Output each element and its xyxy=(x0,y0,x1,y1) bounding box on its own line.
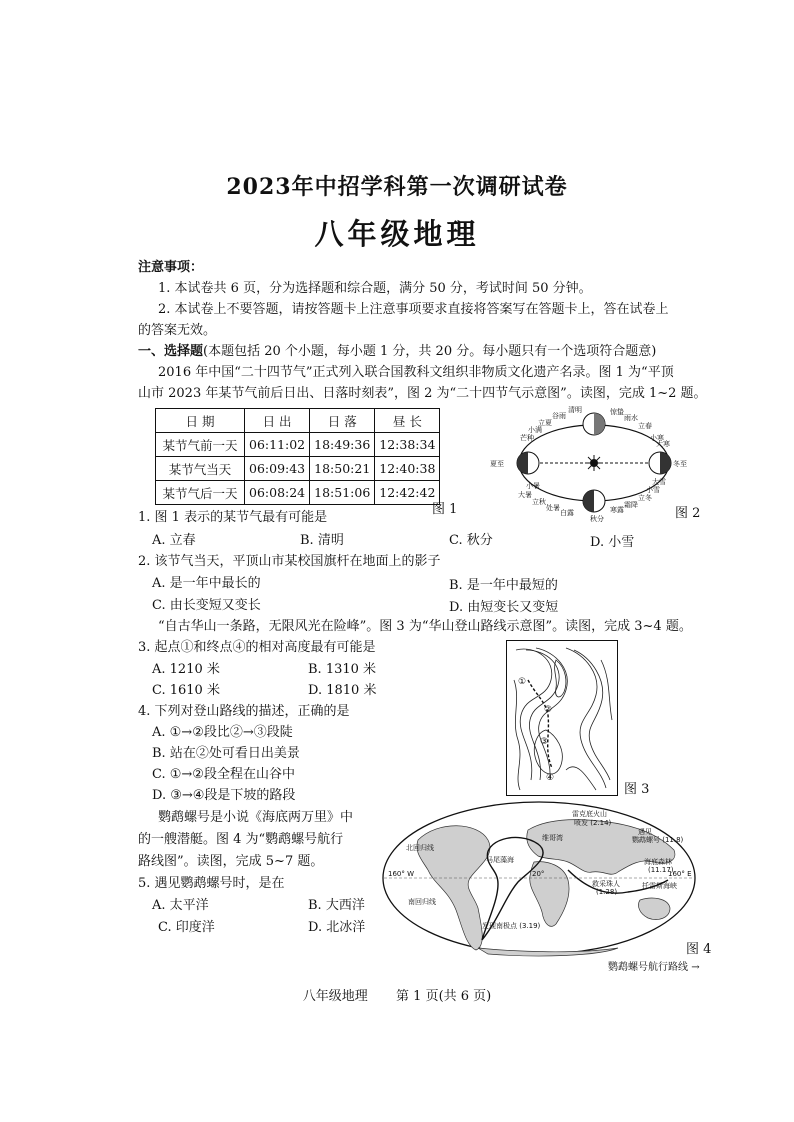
q5-option-d[interactable]: D. 北冰洋 xyxy=(308,920,366,935)
q2-option-c[interactable]: C. 由长变短又变长 xyxy=(152,598,261,613)
map-label-meet: 遇见 xyxy=(638,828,652,836)
section-title: 一、选择题 xyxy=(138,344,204,359)
question-3-stem: 3. 起点①和终点④的相对高度最有可能是 xyxy=(138,640,376,655)
table-header-row xyxy=(156,409,440,433)
fig2-term: 处暑 xyxy=(546,504,560,512)
route-point-2: ② xyxy=(544,705,553,715)
fig2-term: 立秋 xyxy=(532,498,546,506)
fig2-term: 白露 xyxy=(560,509,574,517)
map-label-meet2: 鹦鹉螺号 (11.8) xyxy=(632,836,684,844)
footer-page-number: 第 1 页(共 6 页) xyxy=(396,989,492,1004)
table-row xyxy=(156,433,440,457)
fig2-term: 雨水 xyxy=(624,414,638,422)
figure-3-caption: 图 3 xyxy=(624,782,650,797)
table-header: 昼 长 xyxy=(375,409,440,433)
question-2-stem: 2. 该节气当天，平顶山市某校国旗杆在地面上的影子 xyxy=(138,554,441,569)
route-point-3: ③ xyxy=(540,737,549,747)
map-label-lat: 20° xyxy=(532,870,545,878)
map-label-lon-east: 160° E xyxy=(668,870,692,878)
fig2-term: 寒露 xyxy=(610,506,624,514)
sun-icon xyxy=(586,455,602,471)
route-point-4: ④ xyxy=(546,773,555,783)
table-cell: 12:42:42 xyxy=(375,481,440,505)
fig2-term: 小寒 xyxy=(650,434,664,442)
map-label-rescue-date: (1.28) xyxy=(596,888,618,896)
table-cell: 某节气前一天 xyxy=(156,433,245,457)
q2-option-b[interactable]: B. 是一年中最短的 xyxy=(449,578,558,593)
map-label-forest-date: (11.17) xyxy=(648,866,674,874)
intro-q1-2-line1: 2016 年中国“二十四节气”正式列入联合国教科文组织非物质文化遗产名录。图 1 为“平顶 xyxy=(158,365,674,380)
q1-option-d[interactable]: D. 小雪 xyxy=(590,535,635,550)
q4-option-b[interactable]: B. 站在②处可看日出美景 xyxy=(152,746,300,761)
q5-option-c[interactable]: C. 印度洋 xyxy=(158,920,215,935)
map-label-eruption: 喷发 (2.14) xyxy=(574,819,612,827)
question-4-stem: 4. 下列对登山路线的描述，正确的是 xyxy=(138,704,350,719)
map-label-volcano: 雷克底火山 xyxy=(572,810,607,818)
table-cell: 某节气后一天 xyxy=(156,481,245,505)
q1-option-c[interactable]: C. 秋分 xyxy=(449,533,493,548)
table-cell: 18:50:21 xyxy=(310,457,375,481)
fig2-term: 芒种 xyxy=(520,434,534,442)
q5-option-b[interactable]: B. 大西洋 xyxy=(308,898,365,913)
q3-option-c[interactable]: C. 1610 米 xyxy=(152,683,220,698)
arrow-right-icon: → xyxy=(691,962,700,973)
q4-option-a[interactable]: A. ①→②段比②→③段陡 xyxy=(152,725,293,740)
q3-option-a[interactable]: A. 1210 米 xyxy=(152,662,220,677)
route-legend xyxy=(608,958,700,973)
map-label-lon-west: 160° W xyxy=(388,870,415,878)
intro-q5-7-line3: 路线图”。读图，完成 5~7 题。 xyxy=(138,854,324,869)
fig2-term: 惊蛰 xyxy=(610,408,624,416)
fig2-label: 夏至 xyxy=(490,460,504,468)
figure-4-caption: 图 4 xyxy=(686,942,712,957)
table-cell: 18:49:36 xyxy=(310,433,375,457)
intro-q1-2-line2: 山市 2023 年某节气前后日出、日落时刻表”，图 2 为“二十四节气示意图”。读图，完成 1~2 题。 xyxy=(138,386,707,401)
table-row xyxy=(156,481,440,505)
fig2-label: 冬至 xyxy=(673,460,687,468)
q1-option-a[interactable]: A. 立春 xyxy=(152,533,196,548)
question-5-stem: 5. 遇见鹦鹉螺号时，是在 xyxy=(138,876,285,891)
question-1-stem: 1. 图 1 表示的某节气最有可能是 xyxy=(138,510,328,525)
table-cell: 12:40:38 xyxy=(375,457,440,481)
q2-option-d[interactable]: D. 由短变长又变短 xyxy=(449,600,559,615)
q4-option-d[interactable]: D. ③→④段是下坡的路段 xyxy=(152,788,296,803)
q1-option-b[interactable]: B. 清明 xyxy=(300,533,344,548)
fig2-term: 大雪 xyxy=(652,478,666,486)
fig2-term: 大暑 xyxy=(518,491,532,499)
table-header: 日 落 xyxy=(310,409,375,433)
page-footer xyxy=(0,985,794,1004)
fig2-term: 立春 xyxy=(638,422,652,430)
table-row xyxy=(156,457,440,481)
q3-option-b[interactable]: B. 1310 米 xyxy=(308,662,377,677)
map-label-rescue: 救采珠人 xyxy=(592,880,620,888)
intro-q3-4: “自古华山一条路，无限风光在险峰”。图 3 为“华山登山路线示意图”。读图，完成 3~4 题。 xyxy=(158,619,692,634)
hiking-route-contour-map xyxy=(506,640,618,796)
section-desc: (本题包括 20 个小题，每小题 1 分，共 20 分。每小题只有一个选项符合题意) xyxy=(203,344,657,359)
fig2-term: 小雪 xyxy=(646,486,660,494)
notice-item-2-cont: 的答案无效。 xyxy=(138,323,217,338)
solar-terms-diagram xyxy=(490,400,690,522)
fig2-term: 清明 xyxy=(568,406,582,414)
notice-item-1: 1. 本试卷共 6 页，分为选择题和综合题，满分 50 分，考试时间 50 分钟。 xyxy=(158,281,592,296)
q5-option-a[interactable]: A. 太平洋 xyxy=(152,898,209,913)
q2-option-a[interactable]: A. 是一年中最长的 xyxy=(152,576,261,591)
map-label-sargasso: 马尾藻海 xyxy=(486,856,514,864)
figure-2-caption: 图 2 xyxy=(675,506,701,521)
nautilus-route-map xyxy=(378,800,700,968)
map-label-south: 发现南极点 (3.19) xyxy=(482,922,541,930)
intro-q5-7-line2: 的一艘潜艇。图 4 为“鹦鹉螺号航行 xyxy=(138,832,344,847)
exam-title: 2023年中招学科第一次调研试卷 xyxy=(226,174,568,200)
notice-heading: 注意事项： xyxy=(138,260,204,275)
route-point-1: ① xyxy=(518,677,527,687)
map-label-south-tropic: 南回归线 xyxy=(408,898,436,906)
table-cell: 某节气当天 xyxy=(156,457,245,481)
sunrise-sunset-table xyxy=(155,408,440,505)
section-heading xyxy=(138,342,656,362)
table-cell: 06:08:24 xyxy=(245,481,310,505)
map-label-north-tropic: 北回归线 xyxy=(406,844,434,852)
fig2-term: 小暑 xyxy=(526,482,540,490)
map-label-vigo: 维哥湾 xyxy=(542,834,563,842)
route-legend-label: 鹦鹉螺号航行路线 xyxy=(608,962,688,973)
fig2-term: 谷雨 xyxy=(552,412,566,420)
fig2-term: 大寒 xyxy=(656,440,670,448)
table-header: 日 期 xyxy=(156,409,245,433)
fig2-term: 秋分 xyxy=(590,515,604,522)
fig2-term: 霜降 xyxy=(624,501,638,509)
fig2-term: 立冬 xyxy=(638,494,652,502)
subject-title: 八年级地理 xyxy=(314,217,480,251)
table-cell: 06:11:02 xyxy=(245,433,310,457)
table-cell: 18:51:06 xyxy=(310,481,375,505)
figure-1-caption: 图 1 xyxy=(432,502,458,517)
fig2-term: 小满 xyxy=(528,426,542,434)
map-label-forest: 海底森林 xyxy=(644,858,672,866)
table-header: 日 出 xyxy=(245,409,310,433)
notice-item-2: 2. 本试卷上不要答题，请按答题卡上注意事项要求直接将答案写在答题卡上，答在试卷上 xyxy=(158,302,669,317)
intro-q5-7-line1: 鹦鹉螺号是小说《海底两万里》中 xyxy=(158,810,354,825)
q3-option-d[interactable]: D. 1810 米 xyxy=(308,683,377,698)
table-cell: 12:38:34 xyxy=(375,433,440,457)
footer-subject: 八年级地理 xyxy=(302,989,368,1004)
table-cell: 06:09:43 xyxy=(245,457,310,481)
map-label-torres: 托雷斯海峡 xyxy=(642,882,677,890)
fig2-term: 立夏 xyxy=(538,419,552,427)
q4-option-c[interactable]: C. ①→②段全程在山谷中 xyxy=(152,767,295,782)
